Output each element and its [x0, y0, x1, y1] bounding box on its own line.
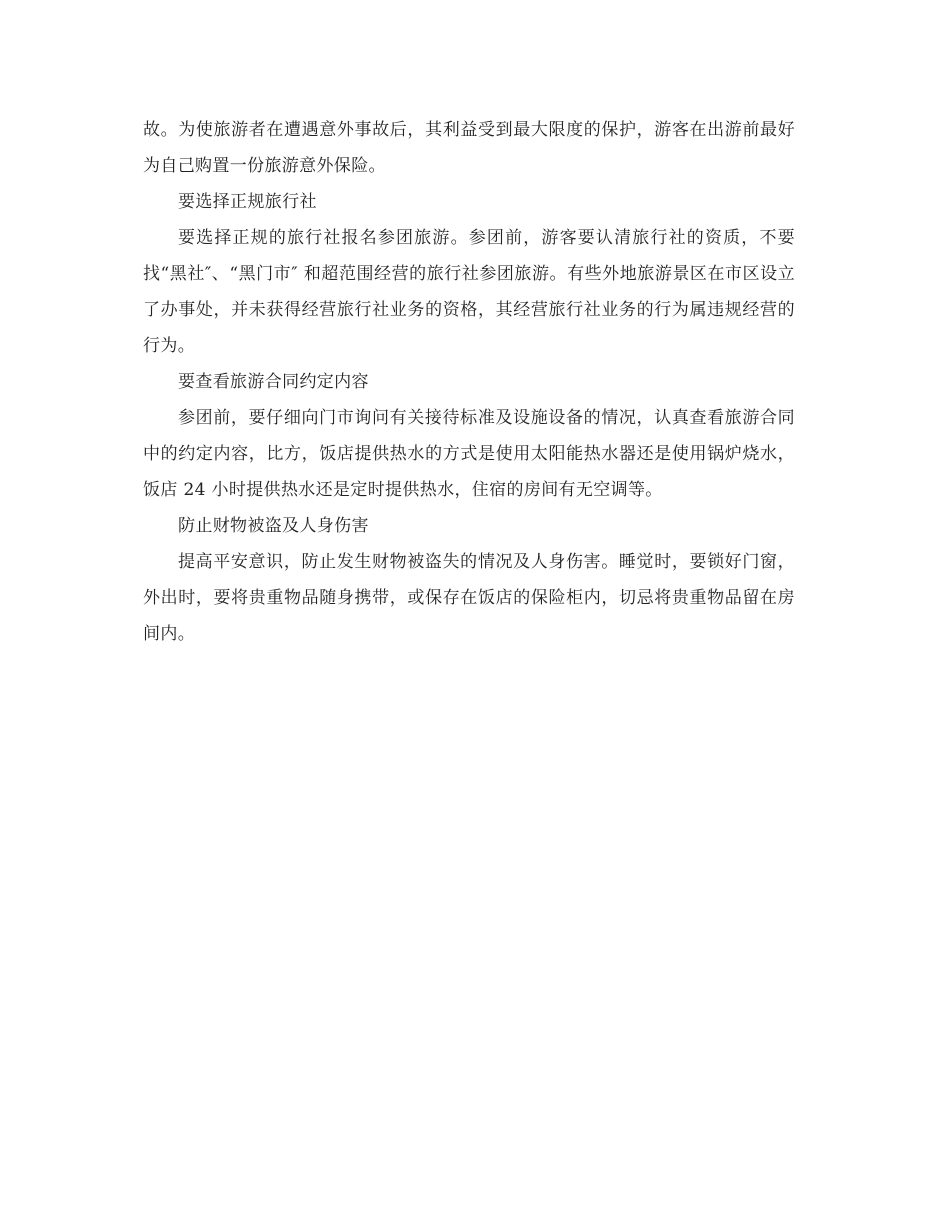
- section-heading-choose-agency: 要选择正规旅行社: [178, 192, 317, 212]
- section-heading-prevent-theft: 防止财物被盗及人身伤害: [178, 516, 369, 536]
- paragraph-choose-agency: 要选择正规的旅行社报名参团旅游。参团前，游客要认清旅行社的资质，不要找“黑社″、“黑门市″ 和超范围经营的旅行社参团旅游。有些外地旅游景区在市区设立了办事处，并未获得经营旅行社业务的资格，其经营旅行社业务的行为属违规经营的行为。: [143, 228, 795, 356]
- paragraph-prevent-theft: 提高平安意识，防止发生财物被盗失的情况及人身伤害。睡觉时，要锁好门窗，外出时，要将贵重物品随身携带，或保存在饭店的保险柜内，切忌将贵重物品留在房间内。: [143, 552, 795, 644]
- paragraph-insurance-continuation: 故。为使旅游者在遭遇意外事故后，其利益受到最大限度的保护，游客在出游前最好为自己购置一份旅游意外保险。: [143, 120, 795, 176]
- paragraph-check-contract: 参团前，要仔细向门市询问有关接待标准及设施设备的情况，认真查看旅游合同中的约定内容，比方，饭店提供热水的方式是使用太阳能热水器还是使用锅炉烧水，饭店 24 小时提供热水还是定时提供热水，住宿的房间有无空调等。: [143, 408, 795, 500]
- section-heading-check-contract: 要查看旅游合同约定内容: [178, 372, 369, 392]
- document-body: [143, 112, 795, 652]
